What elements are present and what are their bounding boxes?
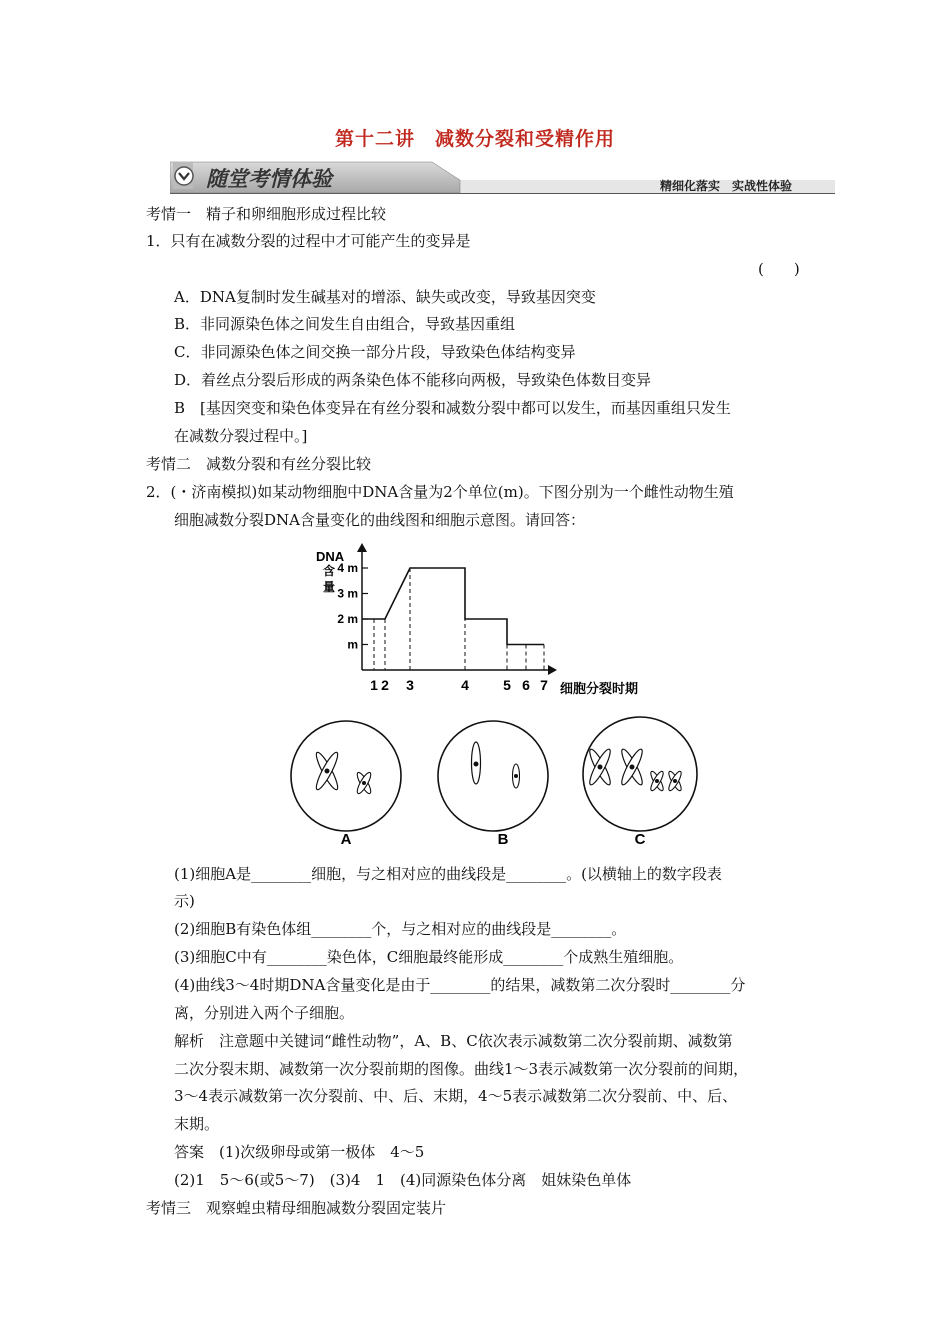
answer-line2: (2)1 5～6(或5～7) (3)4 1 (4)同源染色体分离 姐妹染色单体	[174, 1171, 632, 1189]
section3-heading: 考情三 观察蝗虫精母细胞减数分裂固定装片	[146, 1199, 447, 1217]
y-tick-label: 3 m	[337, 586, 358, 601]
cell-b	[438, 721, 548, 848]
analysis-line2: 二次分裂末期、减数第一次分裂前期的图像。曲线1～3表示减数第一次分裂前的间期，	[174, 1060, 749, 1078]
q2-sub3: (3)细胞C中有________染色体，C细胞最终能形成________个成熟生殖细胞。	[174, 948, 684, 966]
q2-stem-line2: 细胞减数分裂DNA含量变化的曲线图和细胞示意图。请回答：	[174, 511, 585, 529]
q1-option-d: D．着丝点分裂后形成的两条染色体不能移向两极，导致染色体数目变异	[174, 371, 652, 389]
x-tick-label: 7	[540, 677, 548, 693]
x-tick-label: 4	[461, 677, 469, 693]
y-tick-label: m	[347, 637, 358, 652]
q2-sub2: (2)细胞B有染色体组________个，与之相对应的曲线段是________。	[174, 920, 627, 938]
analysis-line3: 3～4表示减数第一次分裂前、中、后、末期，4～5表示减数第二次分裂前、中、后、	[174, 1087, 738, 1105]
svg-text:含: 含	[323, 564, 336, 578]
cell-c-label: C	[634, 831, 646, 848]
chevron-down-icon	[175, 167, 193, 185]
section-banner	[170, 158, 835, 194]
y-tick-label: 2 m	[337, 612, 358, 626]
x-tick-label: 2	[381, 677, 389, 693]
cell-c	[583, 717, 697, 848]
q1-answer-line2: 在减数分裂过程中。]	[174, 427, 308, 445]
analysis-line4: 末期。	[174, 1115, 220, 1133]
x-tick-label: 1	[370, 677, 378, 693]
cell-a-label: A	[340, 831, 352, 848]
q1-option-a: A．DNA复制时发生碱基对的增添、缺失或改变，导致基因突变	[174, 288, 596, 306]
q2-sub4-line1: (4)曲线3～4时期DNA含量变化是由于________的结果，减数第二次分裂时________分	[174, 976, 746, 994]
q2-sub1-line2: 示)	[174, 892, 195, 910]
svg-text:量: 量	[323, 580, 336, 594]
y-axis-label	[316, 549, 345, 594]
analysis-line1: 解析 注意题中关键词“雌性动物”，A、B、C依次表示减数第二次分裂前期、减数第	[174, 1032, 733, 1050]
x-tick-label: 5	[503, 677, 511, 693]
svg-text:DNA: DNA	[316, 549, 345, 564]
section2-heading: 考情二 减数分裂和有丝分裂比较	[146, 455, 372, 473]
q1-bracket: ( )	[758, 260, 800, 278]
q1-option-b: B．非同源染色体之间发生自由组合，导致基因重组	[174, 315, 516, 333]
q2-sub1-line1: (1)细胞A是________细胞，与之相对应的曲线段是________。(以横轴上的数字段表	[174, 865, 722, 883]
section1-heading: 考情一 精子和卵细胞形成过程比较	[146, 205, 387, 223]
answer-line1: 答案 (1)次级卵母或第一极体 4～5	[174, 1143, 425, 1161]
lecture-title: 第十二讲 减数分裂和受精作用	[334, 128, 615, 150]
cell-b-label: B	[497, 831, 509, 848]
q2-stem-line1: 2．(・济南模拟)如某动物细胞中DNA含量为2个单位(m)。下图分别为一个雌性动物生殖	[146, 483, 734, 501]
q1-option-c: C．非同源染色体之间交换一部分片段，导致染色体结构变异	[174, 343, 576, 361]
dna-curve	[362, 568, 544, 645]
banner-right-label: 精细化落实 实战性体验	[660, 179, 793, 193]
x-tick-label: 6	[522, 677, 530, 693]
cell-a	[291, 721, 401, 848]
x-tick-label: 3	[406, 677, 414, 693]
banner-left-label: 随堂考情体验	[206, 167, 332, 191]
q1-stem: 1．只有在减数分裂的过程中才可能产生的变异是	[146, 232, 471, 250]
q1-answer-line1: B [基因突变和染色体变异在有丝分裂和减数分裂中都可以发生，而基因重组只发生	[174, 399, 731, 417]
q2-sub4-line2: 离，分别进入两个子细胞。	[174, 1004, 355, 1022]
x-axis-label: 细胞分裂时期	[560, 682, 639, 697]
y-tick-label: 4 m	[337, 561, 358, 575]
